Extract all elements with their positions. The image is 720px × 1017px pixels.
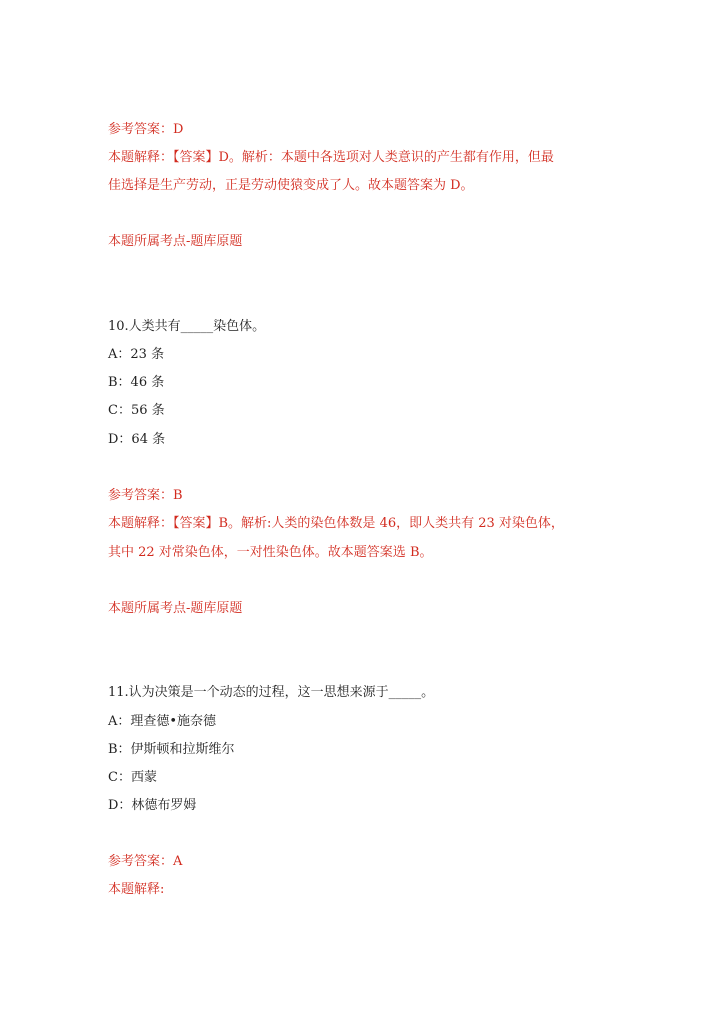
question-11-option-b: B：伊斯顿和拉斯维尔 — [108, 742, 235, 757]
question-10-option-c: C：56 条 — [108, 403, 165, 418]
explanation-line-q9-1: 本题解释：【答案】D。解析：本题中各选项对人类意识的产生都有作用，但最 — [108, 150, 554, 165]
question-10-option-b: B：46 条 — [108, 375, 165, 390]
question-10-option-a: A：23 条 — [108, 347, 165, 362]
explanation-line-q10-1: 本题解释：【答案】B。解析:人类的染色体数是 46，即人类共有 23 对染色体， — [108, 516, 564, 531]
question-11-option-d: D：林德布罗姆 — [108, 798, 197, 813]
explanation-line-q11-1: 本题解释: — [108, 882, 165, 897]
question-11-option-a: A：理查德•施奈德 — [108, 714, 217, 729]
answer-line-q11: 参考答案：A — [108, 854, 183, 869]
question-10-option-d: D：64 条 — [108, 432, 166, 447]
explanation-line-q9-2: 佳选择是生产劳动，正是劳动使猿变成了人。故本题答案为 D。 — [108, 178, 474, 193]
source-line-q10: 本题所属考点-题库原题 — [108, 601, 243, 616]
explanation-line-q10-2: 其中 22 对常染色体，一对性染色体。故本题答案选 B。 — [108, 545, 433, 560]
source-line-q9: 本题所属考点-题库原题 — [108, 234, 243, 249]
answer-line-q10: 参考答案：B — [108, 488, 183, 503]
question-11-option-c: C：西蒙 — [108, 770, 157, 785]
question-10-stem: 10.人类共有_____染色体。 — [108, 319, 266, 334]
answer-line-q9: 参考答案：D — [108, 122, 184, 137]
question-11-stem: 11.认为决策是一个动态的过程，这一思想来源于_____。 — [108, 685, 435, 700]
